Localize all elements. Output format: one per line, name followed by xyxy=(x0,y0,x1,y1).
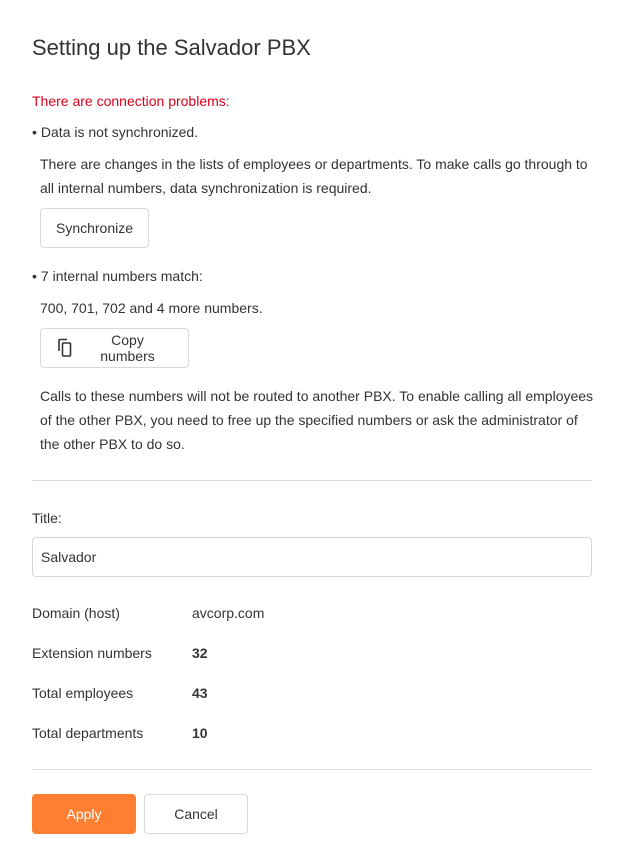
page-title: Setting up the Salvador PBX xyxy=(32,35,311,60)
info-row-total-employees xyxy=(32,683,592,703)
numbers-problem-item xyxy=(32,266,203,286)
info-value: 10 xyxy=(192,725,208,741)
matching-numbers-list: 700, 701, 702 and 4 more numbers. xyxy=(40,300,263,316)
info-row-extension-numbers xyxy=(32,643,592,663)
synchronize-button[interactable]: Synchronize xyxy=(40,208,149,248)
copy-numbers-button[interactable] xyxy=(40,328,189,368)
sync-problem-title: Data is not synchronized. xyxy=(40,124,199,140)
info-label: Total employees xyxy=(32,685,134,701)
title-field-label: Title: xyxy=(32,510,62,526)
bullet: • xyxy=(32,268,37,284)
info-row-total-departments xyxy=(32,723,592,743)
info-value: avcorp.com xyxy=(192,605,265,621)
info-row-domain xyxy=(32,603,592,623)
connection-problems-heading: There are connection problems: xyxy=(32,93,230,109)
info-value: 32 xyxy=(192,645,208,661)
info-label: Domain (host) xyxy=(32,605,120,621)
footer-divider xyxy=(32,769,592,770)
sync-problem-description: There are changes in the lists of employees or departments. To make calls go through to all internal numbers, data synchronization is required. xyxy=(40,156,588,196)
copy-numbers-label: Copy numbers xyxy=(100,332,155,364)
cancel-button[interactable]: Cancel xyxy=(144,794,248,834)
info-label: Extension numbers xyxy=(32,645,152,661)
numbers-routing-note: Calls to these numbers will not be routed to another PBX. To enable calling all employees of the other PBX, you need to free up the specified numbers or ask the administrator of the other PBX to do so. xyxy=(40,388,594,452)
copy-icon xyxy=(56,338,74,358)
title-input[interactable] xyxy=(32,537,592,577)
bullet: • xyxy=(32,124,37,140)
apply-button[interactable]: Apply xyxy=(32,794,136,834)
numbers-problem-title: 7 internal numbers match: xyxy=(40,268,203,284)
info-value: 43 xyxy=(192,685,208,701)
info-label: Total departments xyxy=(32,725,144,741)
sync-problem-item xyxy=(32,122,198,142)
section-divider xyxy=(32,480,592,481)
